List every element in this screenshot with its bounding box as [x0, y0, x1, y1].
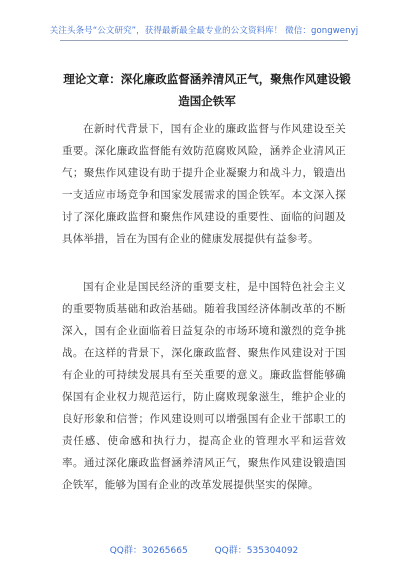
header-note: 关注头条号“公文研究”，获得最新最全最专业的公文资料库！ 微信：gongwenyj — [49, 26, 359, 36]
paragraph-intro: 在新时代背景下，国有企业的廉政监督与作风建设至关重要。深化廉政监督能有效防范腐败风险，涵养企业清风正气；聚焦作风建设有助于提升企业凝聚力和战斗力，锻造出一支适应市场竞争和国家发展需求的国企铁军。本文深入探讨了深化廉政监督和聚焦作风建设的重要性、面临的问题及具体举措，旨在为国有企业的健康发展提供有益参考。 — [62, 123, 346, 245]
footer-qq-group-2: QQ群：535304092 — [214, 546, 299, 556]
footer — [0, 543, 408, 556]
paragraph-background: 国有企业是国民经济的重要支柱，是中国特色社会主义的重要物质基础和政治基础。随着我国经济体制改革的不断深入，国有企业面临着日益复杂的市场环境和激烈的竞争挑战。在这样的背景下，深化廉政监督、聚焦作风建设对于国有企业的可持续发展具有至关重要的意义。廉政监督能够确保国有企业权力规范运行，防止腐败现象滋生，维护企业的良好形象和信誉；作风建设则可以增强国有企业干部职工的责任感、使命感和执行力，提高企业的管理水平和运营效率。通过深化廉政监督涵养清风正气，聚焦作风建设锻造国企铁军，能够为国有企业的改革发展提供坚实的保障。 — [62, 281, 346, 491]
footer-qq-group-1: QQ群：30265665 — [109, 546, 188, 556]
header-divider — [60, 40, 348, 41]
document-title: 理论文章：深化廉政监督涵养清风正气，聚焦作风建设锻造国企铁军 — [63, 72, 351, 108]
